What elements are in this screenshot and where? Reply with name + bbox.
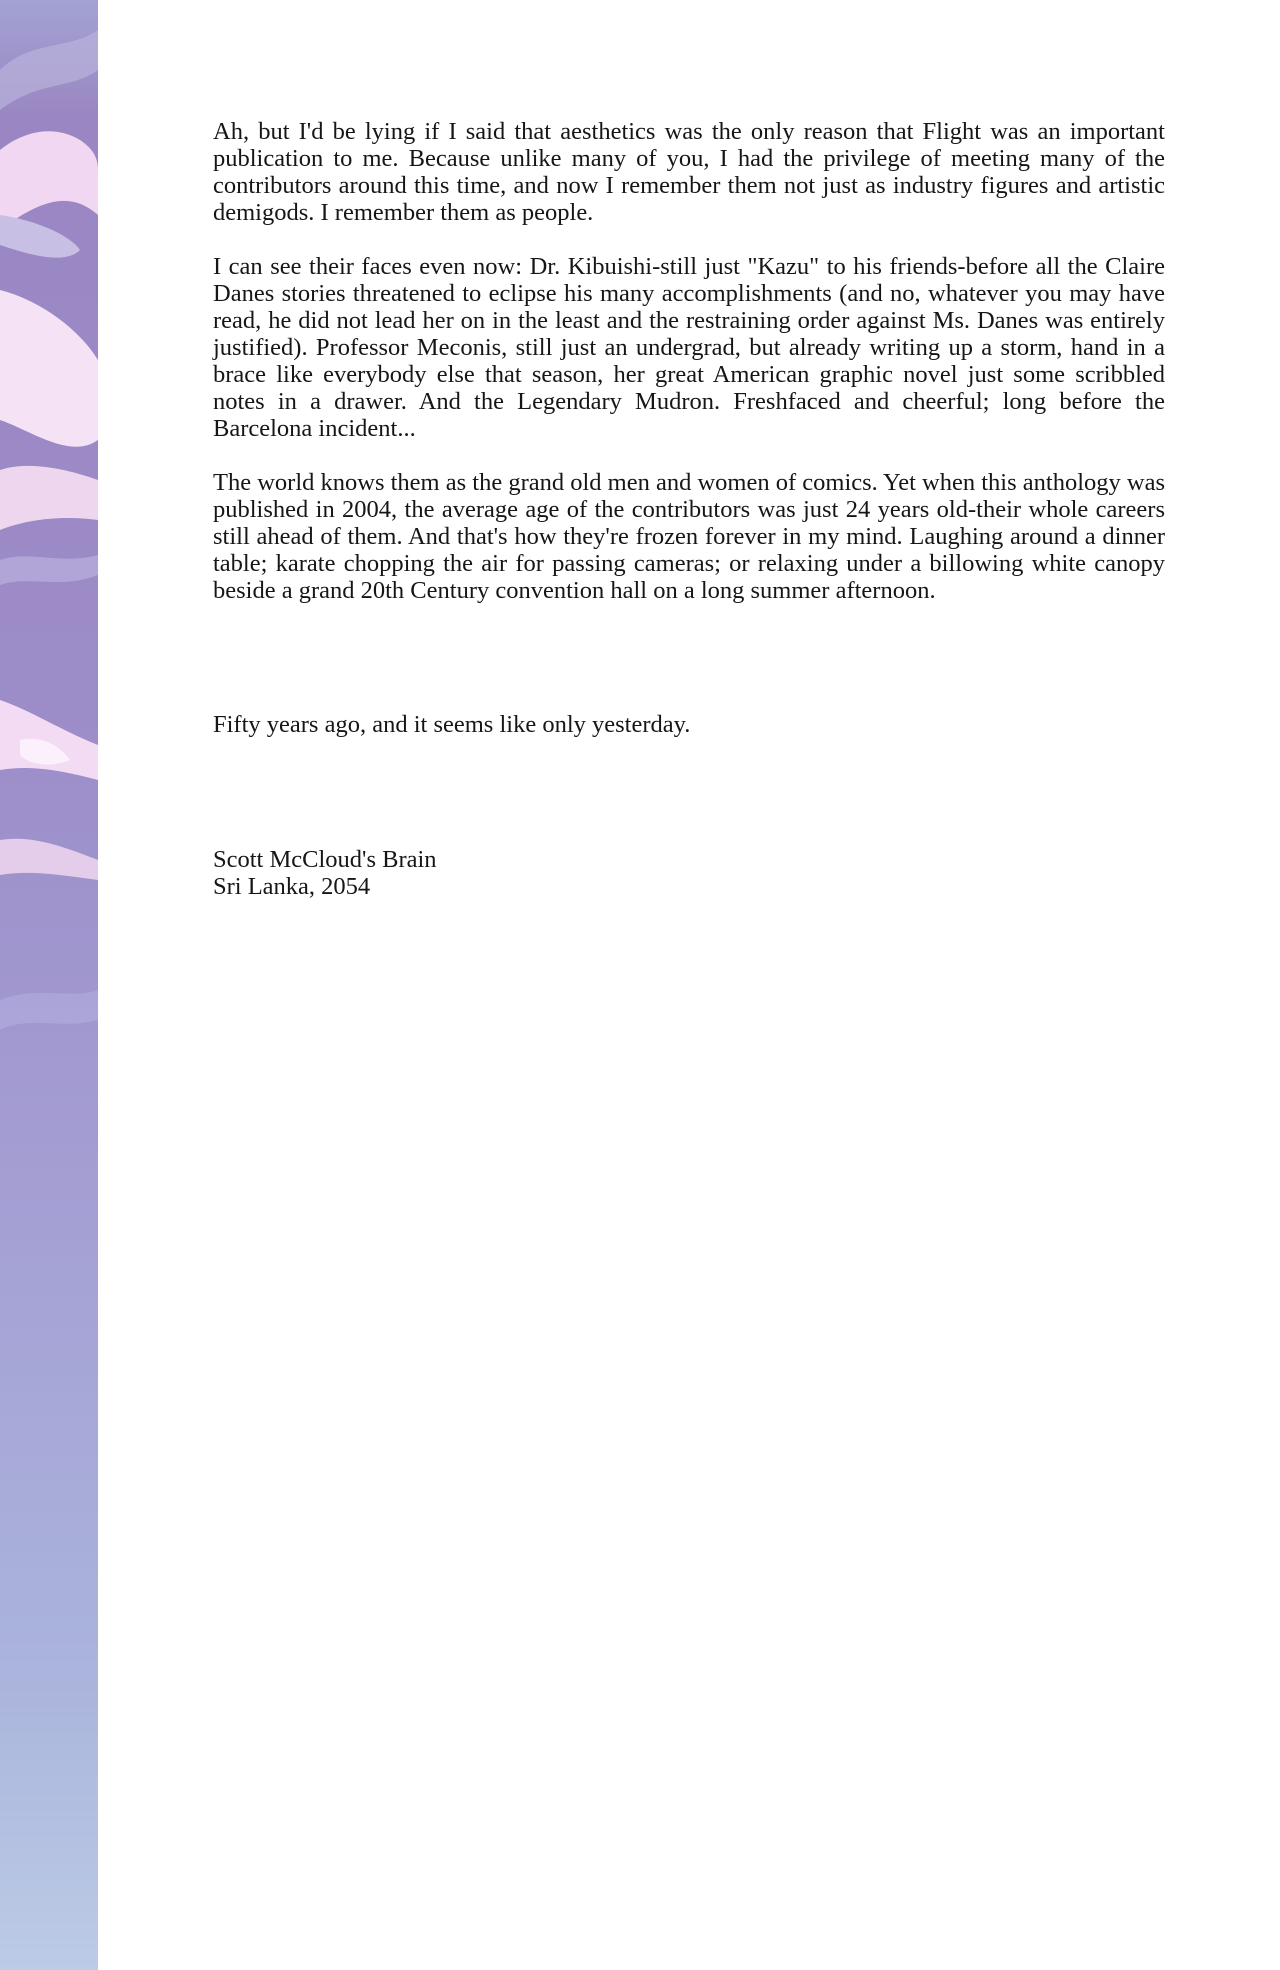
signature-place-date: Sri Lanka, 2054 — [213, 873, 371, 900]
paragraph-2: I can see their faces even now: Dr. Kibuishi-still just "Kazu" to his friends-before all the Claire Danes stories threatened to eclipse his many accomplishments (and no, whatever you may have read, he did not lead her on in the least and the restraining order against Ms. Danes was entirely justified). Professor Meconis, still just an undergrad, but already writing up a storm, hand in a brace like everybody else that season, her great American graphic novel just some scribbled notes in a drawer. And the Legendary Mudron. Freshfaced and cheerful; long before the Barcelona incident... — [213, 253, 1165, 442]
letter-body — [213, 118, 1165, 900]
paragraph-1: Ah, but I'd be lying if I said that aesthetics was the only reason that Flight was an important publication to me. Because unlike many of you, I had the privilege of meeting many of the contributors around this time, and now I remember them not just as industry figures and artistic demigods. I remember them as people. — [213, 118, 1165, 226]
decorative-side-strip — [0, 0, 98, 1970]
paragraph-3: The world knows them as the grand old men and women of comics. Yet when this anthology was published in 2004, the average age of the contributors was just 24 years old-their whole careers still ahead of them. And that's how they're frozen forever in my mind. Laughing around a dinner table; karate chopping the air for passing cameras; or relaxing under a billowing white canopy beside a grand 20th Century convention hall on a long summer afternoon. — [213, 469, 1165, 604]
signature-block — [213, 846, 437, 900]
signature-name: Scott McCloud's Brain — [213, 846, 437, 873]
closing-line: Fifty years ago, and it seems like only yesterday. — [213, 711, 691, 738]
